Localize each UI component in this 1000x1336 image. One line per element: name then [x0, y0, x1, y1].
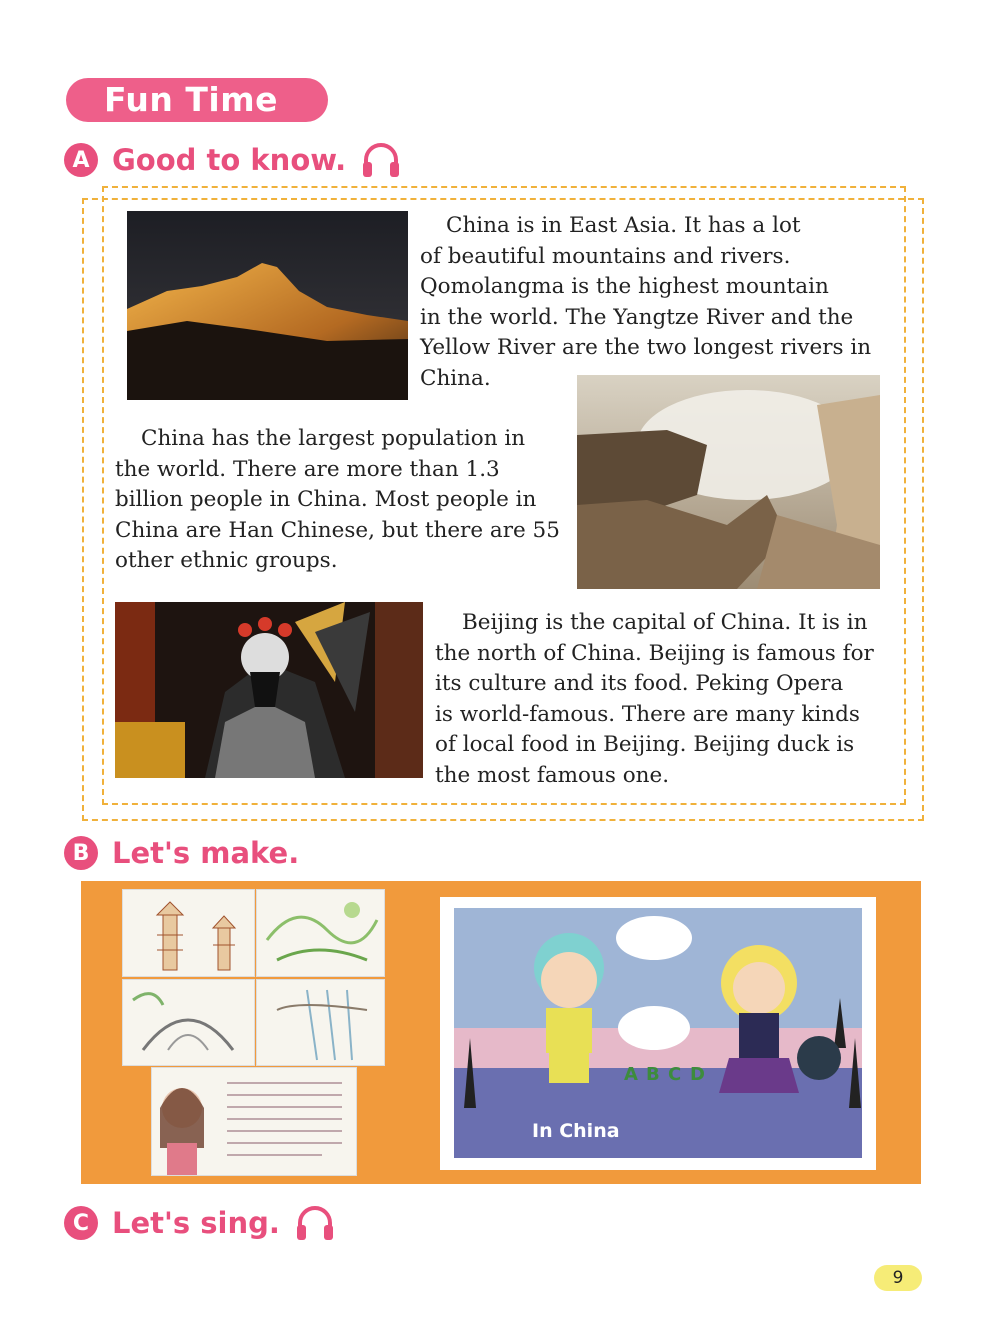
text-line: its culture and its food. Peking Opera	[435, 671, 844, 696]
svg-text:C: C	[668, 1064, 682, 1085]
section-b-letter: B	[64, 836, 98, 870]
text-line: China.	[420, 365, 491, 391]
cartoon-caption: In China	[532, 1120, 620, 1142]
text-line: other ethnic groups.	[115, 548, 338, 573]
waterfall-photo	[577, 375, 880, 589]
text-line: Yellow River are the two longest rivers in	[420, 335, 872, 360]
section-a-letter: A	[64, 143, 98, 177]
text-line: China are Han Chinese, but there are 55	[115, 517, 560, 543]
section-c-letter: C	[64, 1206, 98, 1240]
text-line: the north of China. Beijing is famous for	[435, 640, 874, 666]
text-line: billion people in China. Most people in	[115, 487, 537, 512]
section-a-heading	[64, 140, 402, 180]
drawing-pagodas	[122, 889, 255, 977]
text-line: Beijing is the capital of China. It is in	[462, 610, 868, 635]
section-c-heading	[64, 1203, 336, 1243]
text-line: of beautiful mountains and rivers.	[420, 243, 791, 269]
page-title: Fun Time	[104, 80, 278, 119]
paragraph-china-population	[115, 424, 575, 577]
paragraph-china-geography	[420, 211, 900, 394]
drawing-waterfall	[256, 979, 385, 1066]
drawing-bridge	[122, 979, 255, 1066]
paragraph-beijing	[435, 608, 905, 791]
headphones-icon[interactable]	[294, 1203, 336, 1243]
peking-opera-photo	[115, 602, 423, 778]
text-line: China is in East Asia. It has a lot	[446, 213, 801, 238]
section-b-heading	[64, 836, 299, 870]
page-title-pill	[66, 78, 328, 122]
section-a-title: Good to know.	[112, 143, 347, 177]
text-line: the world. There are more than 1.3	[115, 456, 500, 482]
text-line: of local food in Beijing. Beijing duck is	[435, 732, 855, 757]
text-line: in the world. The Yangtze River and the	[420, 304, 854, 330]
headphones-icon[interactable]	[360, 140, 402, 180]
svg-text:D: D	[690, 1064, 705, 1085]
text-line: the most famous one.	[435, 762, 670, 788]
text-line: China has the largest population in	[141, 426, 526, 451]
text-line: is world-famous. There are many kinds	[435, 701, 860, 727]
section-b-title: Let's make.	[112, 836, 300, 870]
mountain-photo	[127, 211, 408, 400]
text-line: Qomolangma is the highest mountain	[420, 274, 829, 299]
section-c-title: Let's sing.	[112, 1206, 280, 1240]
drawing-girl-postcard	[151, 1067, 357, 1176]
cartoon-drawing	[454, 908, 862, 1158]
drawing-landscape	[256, 889, 385, 977]
page-number: 9	[874, 1265, 922, 1291]
svg-text:A: A	[624, 1064, 638, 1085]
svg-text:B: B	[646, 1064, 660, 1085]
